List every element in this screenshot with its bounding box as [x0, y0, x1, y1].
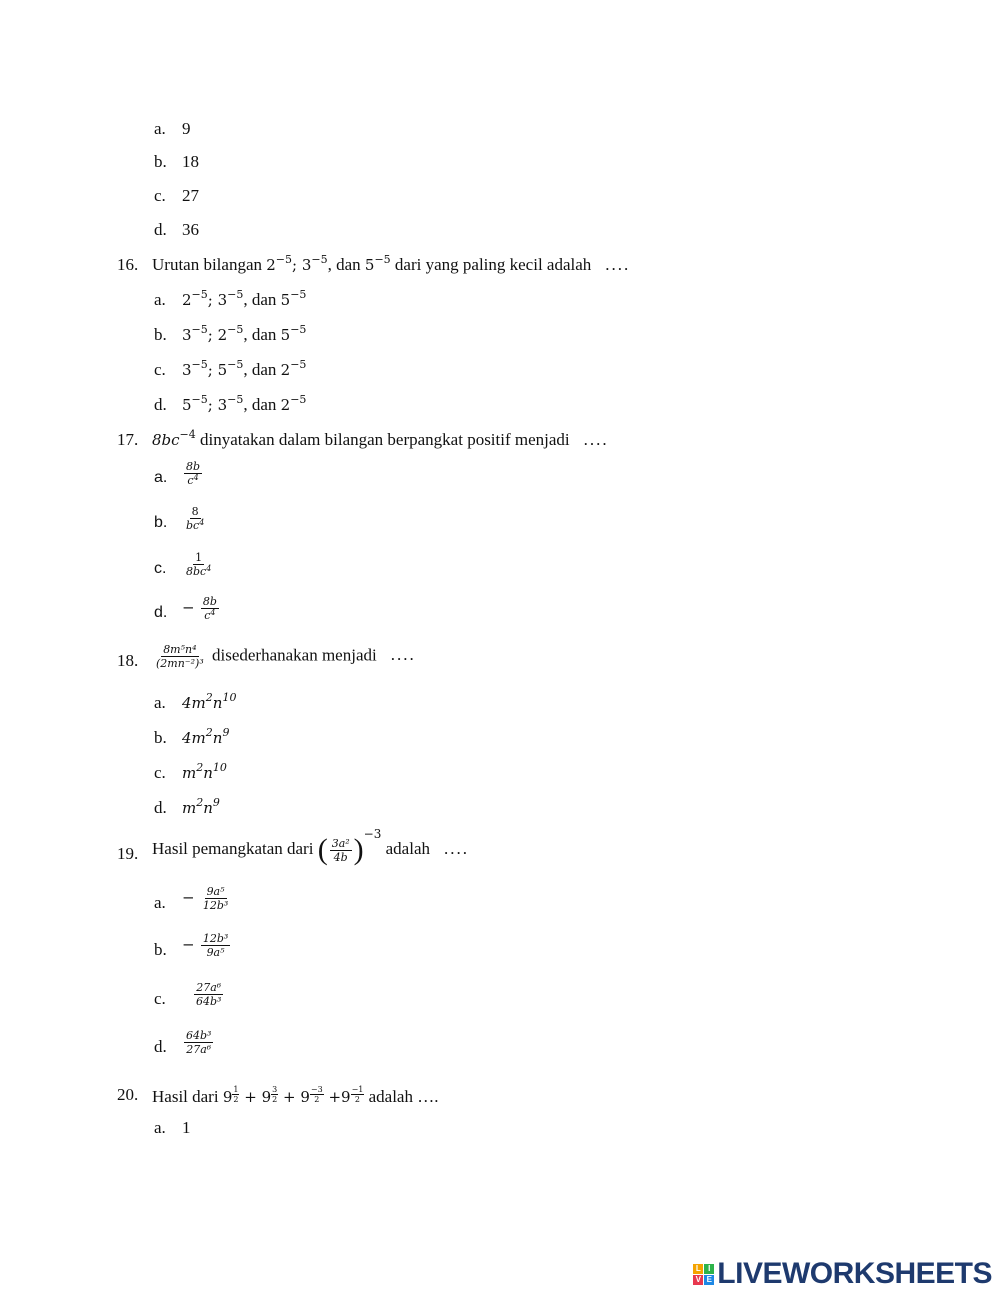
option-label: d.	[154, 798, 167, 817]
option-value: 18	[182, 152, 199, 171]
option-value: $3^{-5}$; $2^{-5}$, dan $5^{-5}$	[182, 323, 307, 344]
question-number: 20.	[117, 1085, 139, 1104]
option-label: a.	[154, 290, 166, 309]
question-number: 18.	[117, 651, 139, 670]
option-value: $\frac{8}{bc^4}$	[186, 505, 205, 532]
option-value: $\frac{\text{27a⁶}}{\text{64b³}}$	[196, 981, 222, 1008]
option-value: − $\frac{8b}{c^4}$	[182, 595, 217, 622]
option-label: d.	[154, 1037, 167, 1056]
option-value: $\frac{1}{8bc^4}$	[186, 551, 212, 578]
option-label: a.	[154, 693, 166, 712]
question-number: 16.	[117, 255, 139, 274]
question-text: Urutan bilangan $2^{-5}$; $3^{-5}$, dan $5^{-5}$ dari yang paling kecil adalah ....	[152, 253, 631, 274]
option-value: $2^{-5}$; $3^{-5}$, dan $5^{-5}$	[182, 288, 307, 309]
option-label: c.	[154, 560, 167, 577]
option-label: c.	[154, 989, 166, 1008]
question-number: 19.	[117, 844, 139, 863]
option-label: c.	[154, 763, 166, 782]
option-label: b.	[154, 728, 167, 747]
option-value: 9	[182, 119, 191, 138]
option-label: a.	[154, 119, 166, 138]
option-label: a.	[154, 893, 166, 912]
logo-grid-icon: L I V E	[693, 1264, 714, 1285]
liveworksheets-logo	[693, 1257, 992, 1291]
option-label: a.	[154, 469, 168, 486]
option-label: b.	[154, 514, 168, 531]
option-value: − $\frac{\text{9a⁵}}{\text{12b³}}$	[182, 885, 229, 912]
logo-text: LIVEWORKSHEETS	[717, 1257, 992, 1290]
option-label: b.	[154, 325, 167, 344]
option-label: d.	[154, 395, 167, 414]
option-label: b.	[154, 940, 167, 959]
option-label: d.	[154, 220, 167, 239]
option-value: − $\frac{\text{12b³}}{\text{9a⁵}}$	[182, 932, 229, 959]
question-text: Hasil dari 9 $\frac{1}{2}$ + 9 $\frac{3}{2}$ + 9 $\frac{-3}{2}$ +9 $\frac{-1}{2}$ adalah ….	[152, 1085, 439, 1106]
question-text: $8bc^{-4}$ dinyatakan dalam bilangan berpangkat positif menjadi ....	[152, 428, 609, 449]
option-label: c.	[154, 360, 166, 379]
option-value: $4m^2n^9$	[182, 726, 230, 747]
option-label: a.	[154, 1118, 166, 1137]
question-number: 17.	[117, 430, 139, 449]
option-value: $4m^2n^{10}$	[182, 691, 237, 712]
option-label: d.	[154, 604, 168, 621]
option-value: 36	[182, 220, 199, 239]
option-value: $5^{-5}$; $3^{-5}$, dan $2^{-5}$	[182, 393, 307, 414]
question-text: $\frac{\text{8m⁵n⁴}}{\text{(2mn⁻²)³}}$ disederhanakan menjadi ....	[156, 643, 416, 670]
option-value: 1	[182, 1118, 191, 1137]
question-text: Hasil pemangkatan dari ( $\frac{\text{3a²}}{4b}$ )$^{-3}$ adalah ....	[152, 827, 469, 867]
option-value: $\frac{\text{64b³}}{\text{27a⁶}}$	[186, 1029, 212, 1056]
option-label: b.	[154, 152, 167, 171]
option-value: $\frac{8b}{c^4}$	[186, 460, 201, 487]
option-value: $m^2n^{10}$	[182, 761, 227, 782]
option-value: 27	[182, 186, 199, 205]
option-label: c.	[154, 186, 166, 205]
option-value: $m^2n^9$	[182, 796, 220, 817]
option-value: $3^{-5}$; $5^{-5}$, dan $2^{-5}$	[182, 358, 307, 379]
